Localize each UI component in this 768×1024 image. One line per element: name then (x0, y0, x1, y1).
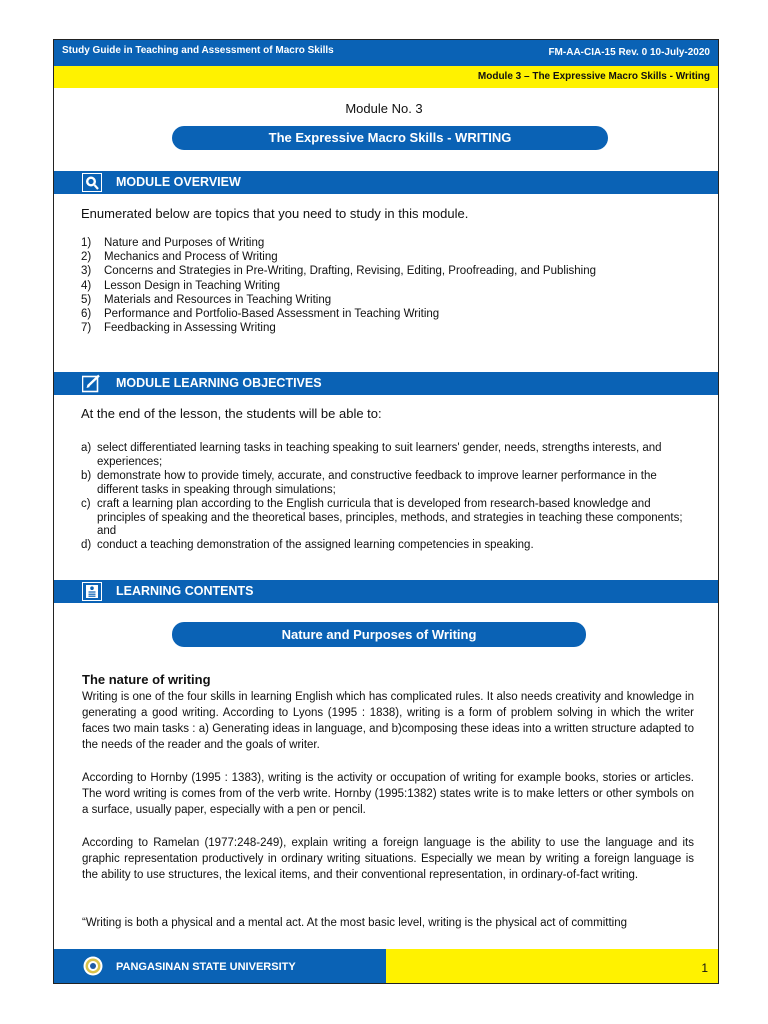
header-bar (54, 40, 718, 66)
objectives-list (81, 442, 696, 553)
list-item: 3) Concerns and Strategies in Pre-Writing, Drafting, Revising, Editing, Proofreading, and Publishing (81, 265, 596, 278)
page-number: 1 (701, 961, 708, 975)
list-item: 5) Materials and Resources in Teaching Writing (81, 293, 332, 306)
objectives-heading-bar (54, 372, 718, 395)
university-seal-icon (83, 956, 103, 976)
section-title: Nature and Purposes of Writing (172, 622, 586, 647)
footer-page-bar (386, 949, 718, 983)
list-item: 4) Lesson Design in Teaching Writing (81, 279, 281, 292)
contents-heading: LEARNING CONTENTS (116, 584, 254, 598)
overview-intro: Enumerated below are topics that you need to study in this module. (81, 206, 469, 221)
list-item: 6) Performance and Portfolio-Based Assessment in Teaching Writing (81, 308, 440, 321)
magnifier-icon (82, 173, 102, 192)
module-title: The Expressive Macro Skills - WRITING (172, 126, 608, 150)
module-label-bar (54, 66, 718, 88)
footer-bar (54, 949, 386, 983)
list-item: a) select differentiated learning tasks in teaching speaking to suit learners' gender, needs, strengths interests, and experiences; (81, 442, 662, 468)
pencil-edit-icon (82, 374, 102, 393)
list-item: b) demonstrate how to provide timely, accurate, and constructive feedback to improve learner performance in the different tasks in speaking through simulations; (81, 469, 657, 496)
objectives-intro: At the end of the lesson, the students will be able to: (81, 406, 382, 421)
list-item: 7) Feedbacking in Assessing Writing (81, 322, 276, 335)
overview-heading: MODULE OVERVIEW (116, 175, 241, 189)
university-name: PANGASINAN STATE UNIVERSITY (116, 961, 296, 973)
objectives-heading: MODULE LEARNING OBJECTIVES (116, 376, 322, 390)
paragraph: Writing is one of the four skills in learning English which has complicated rules. It also needs creativity and knowledge in generating a good writing. According to Lyons (1995 : 1838), writing is a form of problem solving in which the writer faces two main tasks : a) Generating ideas in language, and b)composing these ideas into a written structure adapted to the needs of the reader and the goals of writer. (82, 691, 694, 751)
module-label: Module 3 – The Expressive Macro Skills - Writing (477, 71, 710, 82)
module-number: Module No. 3 (345, 101, 423, 116)
guide-title: Study Guide in Teaching and Assessment of Macro Skills (62, 45, 334, 56)
paragraph: According to Ramelan (1977:248-249), explain writing a foreign language is the ability to use the language and its graphic representation productively in ordinary writing situations. Especially we mean by writing a foreign language is the ability to use structures, the lexical items, and their conventional representation, in ordinary-of-fact writing. (82, 837, 694, 881)
list-item: d) conduct a teaching demonstration of the assigned learning competencies in speaking. (81, 539, 534, 552)
document-icon (82, 582, 102, 601)
subheading: The nature of writing (82, 672, 211, 687)
list-item: 2) Mechanics and Process of Writing (81, 251, 278, 264)
paragraph: According to Hornby (1995 : 1383), writing is the activity or occupation of writing for example books, stories or articles. The word writing is comes from of the verb write. Hornby (1995:1382) states write is to make letters or other symbols on a surface, usually paper, especially with a pen or pencil. (82, 772, 694, 816)
form-code: FM-AA-CIA-15 Rev. 0 10-July-2020 (548, 47, 710, 58)
list-item: c) craft a learning plan according to the English curricula that is developed from research-based knowledge and principles of speaking and the theoretical bases, principles, methods, and strategies in teaching these components; and (81, 497, 683, 538)
contents-heading-bar (54, 580, 718, 603)
list-item: 1) Nature and Purposes of Writing (81, 237, 265, 249)
paragraph: “Writing is both a physical and a mental act. At the most basic level, writing is the physical act of committing (82, 917, 627, 929)
topic-list (81, 236, 596, 335)
overview-heading-bar (54, 171, 718, 194)
